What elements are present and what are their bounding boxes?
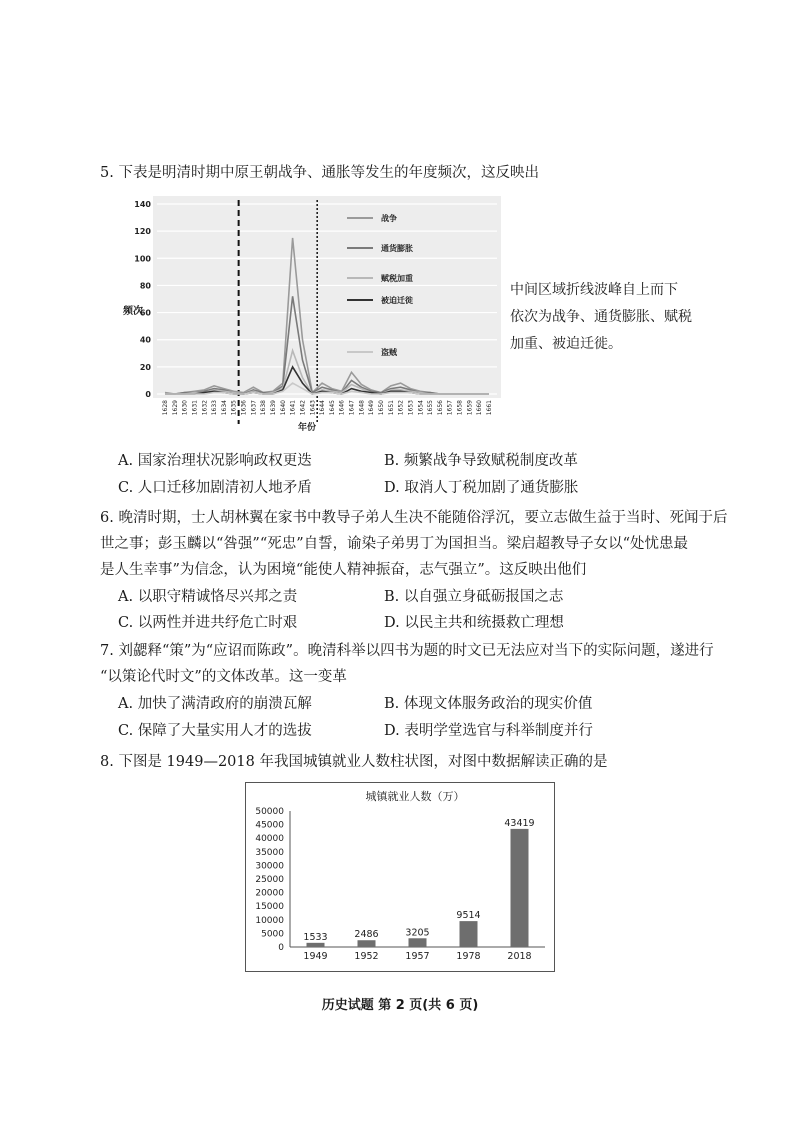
x-tick-label: 1634	[220, 400, 228, 416]
x-tick-label: 1645	[328, 400, 336, 416]
q7-option-b[interactable]: B. 体现文体服务政治的现实价值	[384, 696, 593, 712]
y-tick-label: 20	[139, 362, 151, 372]
x-tick-label: 1646	[338, 400, 346, 416]
x-tick-label: 1978	[456, 951, 481, 962]
x-tick-label: 1631	[191, 400, 199, 416]
y-tick-label: 25000	[255, 875, 284, 885]
bar-1957	[409, 938, 427, 947]
x-tick-label: 2018	[507, 951, 532, 962]
q6-option-b[interactable]: B. 以自强立身砥砺报国之志	[384, 589, 564, 605]
x-tick-label: 1640	[279, 400, 287, 416]
q6-line-3: 是人生幸事”为信念，认为困境“能使人精神振奋，志气强立”。这反映出他们	[100, 562, 587, 578]
bar-2018	[511, 829, 529, 947]
legend-label: 赋税加重	[381, 274, 413, 283]
x-tick-label: 1652	[397, 400, 405, 416]
plot-background	[153, 196, 501, 398]
y-tick-label: 5000	[261, 929, 284, 940]
q7-line-2: “以策论代时文”的文体改革。这一变革	[100, 669, 347, 685]
x-tick-label: 1641	[289, 400, 297, 416]
line-chart	[115, 192, 505, 432]
x-tick-label: 1637	[250, 400, 258, 416]
legend-label: 战争	[381, 214, 397, 223]
y-tick-label: 140	[134, 200, 151, 209]
x-tick-label: 1650	[378, 400, 385, 416]
bar-value-label: 9514	[456, 910, 481, 922]
y-tick-label: 80	[139, 281, 151, 291]
y-tick-label: 35000	[255, 847, 284, 858]
x-tick-label: 1632	[201, 400, 209, 416]
y-tick-label: 0	[278, 943, 284, 953]
q5-stem: 5. 下表是明清时期中原王朝战争、通胀等发生的年度频次，这反映出	[100, 165, 539, 181]
x-tick-label: 1949	[303, 951, 328, 962]
x-tick-label: 1661	[486, 400, 493, 416]
bar-value-label: 3205	[405, 927, 430, 939]
bar-value-label: 43419	[504, 817, 535, 829]
q5-option-a[interactable]: A. 国家治理状况影响政权更迭	[118, 453, 312, 469]
q5-note-line-3: 加重、被迫迁徙。	[510, 336, 622, 352]
y-tick-label: 20000	[255, 888, 284, 899]
y-tick-label: 30000	[255, 861, 284, 872]
x-tick-label: 1957	[405, 951, 430, 962]
bar-value-label: 1533	[303, 931, 328, 943]
x-tick-label: 1635	[230, 400, 238, 416]
bar-1949	[307, 943, 325, 947]
q5-note-line-2: 依次为战争、通货膨胀、赋税	[510, 309, 692, 325]
y-tick-label: 120	[134, 227, 151, 237]
x-tick-label: 1628	[162, 400, 169, 416]
x-tick-label: 1630	[181, 400, 189, 416]
page-footer: 历史试题 第 2 页(共 6 页)	[321, 998, 479, 1013]
x-tick-label: 1653	[407, 400, 415, 416]
x-tick-label: 1647	[348, 400, 356, 416]
x-tick-label: 1649	[368, 400, 376, 416]
legend-label: 被迫迁徙	[381, 296, 413, 305]
q6-line-2: 世之事；彭玉麟以“咎强”“死忠”自誓，谕染子弟男丁为国担当。梁启超教导子女以“处忧患最	[100, 536, 689, 552]
x-tick-label: 1657	[446, 400, 454, 416]
q6-option-a[interactable]: A. 以职守精诚恪尽兴邦之责	[118, 589, 298, 605]
x-tick-label: 1648	[358, 400, 366, 416]
y-tick-label: 40000	[255, 834, 284, 845]
q5-option-d[interactable]: D. 取消人丁税加剧了通货膨胀	[384, 480, 579, 496]
q8-stem: 8. 下图是 1949—2018 年我国城镇就业人数柱状图，对图中数据解读正确的是	[100, 754, 608, 770]
q6-option-d[interactable]: D. 以民主共和统摄救亡理想	[384, 615, 564, 631]
bar-1978	[460, 921, 478, 947]
q5-note-line-1: 中间区域折线波峰自上而下	[510, 282, 678, 298]
bar-chart	[245, 782, 555, 972]
x-tick-label: 1638	[260, 400, 268, 416]
y-tick-label: 40	[139, 335, 151, 345]
q7-line-1: 7. 刘勰释“策”为“应诏而陈政”。晚清科举以四书为题的时文已无法应对当下的实际问题，遂进行	[100, 643, 714, 659]
x-tick-label: 1659	[466, 400, 474, 416]
x-tick-label: 1655	[427, 400, 435, 416]
q7-option-a[interactable]: A. 加快了满清政府的崩溃瓦解	[118, 696, 312, 712]
y-tick-label: 15000	[255, 902, 284, 913]
x-tick-label: 1658	[456, 400, 464, 416]
x-tick-label: 1656	[436, 400, 444, 416]
x-tick-label: 1639	[270, 400, 277, 416]
x-tick-label: 1651	[387, 400, 395, 416]
q5-option-c[interactable]: C. 人口迁移加剧清初人地矛盾	[118, 480, 312, 496]
y-tick-label: 45000	[255, 820, 284, 831]
bar-1952	[358, 940, 376, 947]
y-tick-label: 0	[145, 390, 151, 399]
q5-option-b[interactable]: B. 频繁战争导致赋税制度改革	[384, 453, 578, 469]
x-tick-label: 1660	[476, 400, 484, 416]
x-tick-label: 1952	[354, 951, 379, 962]
x-tick-label: 1642	[299, 400, 307, 416]
bar-value-label: 2486	[354, 929, 379, 941]
y-tick-label: 10000	[255, 915, 284, 926]
x-tick-label: 1654	[417, 400, 425, 416]
q7-option-d[interactable]: D. 表明学堂选官与科举制度并行	[384, 723, 593, 739]
chart-frame	[246, 783, 555, 972]
x-tick-label: 1629	[171, 400, 179, 416]
legend-label: 盗贼	[381, 348, 397, 357]
chart-title: 城镇就业人数（万）	[365, 790, 465, 803]
q6-option-c[interactable]: C. 以两性并进共纾危亡时艰	[118, 615, 298, 631]
legend-label: 通货膨胀	[381, 244, 413, 253]
y-tick-label: 50000	[255, 807, 284, 817]
x-tick-label: 1643	[309, 400, 317, 416]
y-tick-label: 60	[139, 308, 151, 318]
y-tick-label: 100	[134, 254, 151, 264]
x-tick-label: 1636	[240, 400, 248, 416]
y-axis-label: 频次	[123, 306, 143, 317]
x-axis-label: 年份	[297, 423, 317, 432]
q7-option-c[interactable]: C. 保障了大量实用人才的选拔	[118, 723, 312, 739]
x-tick-label: 1633	[211, 400, 219, 416]
q6-line-1: 6. 晚清时期，士人胡林翼在家书中教导子弟人生决不能随俗浮沉，要立志做生益于当时、死闻于后	[100, 510, 728, 526]
x-tick-label: 1644	[319, 400, 327, 416]
